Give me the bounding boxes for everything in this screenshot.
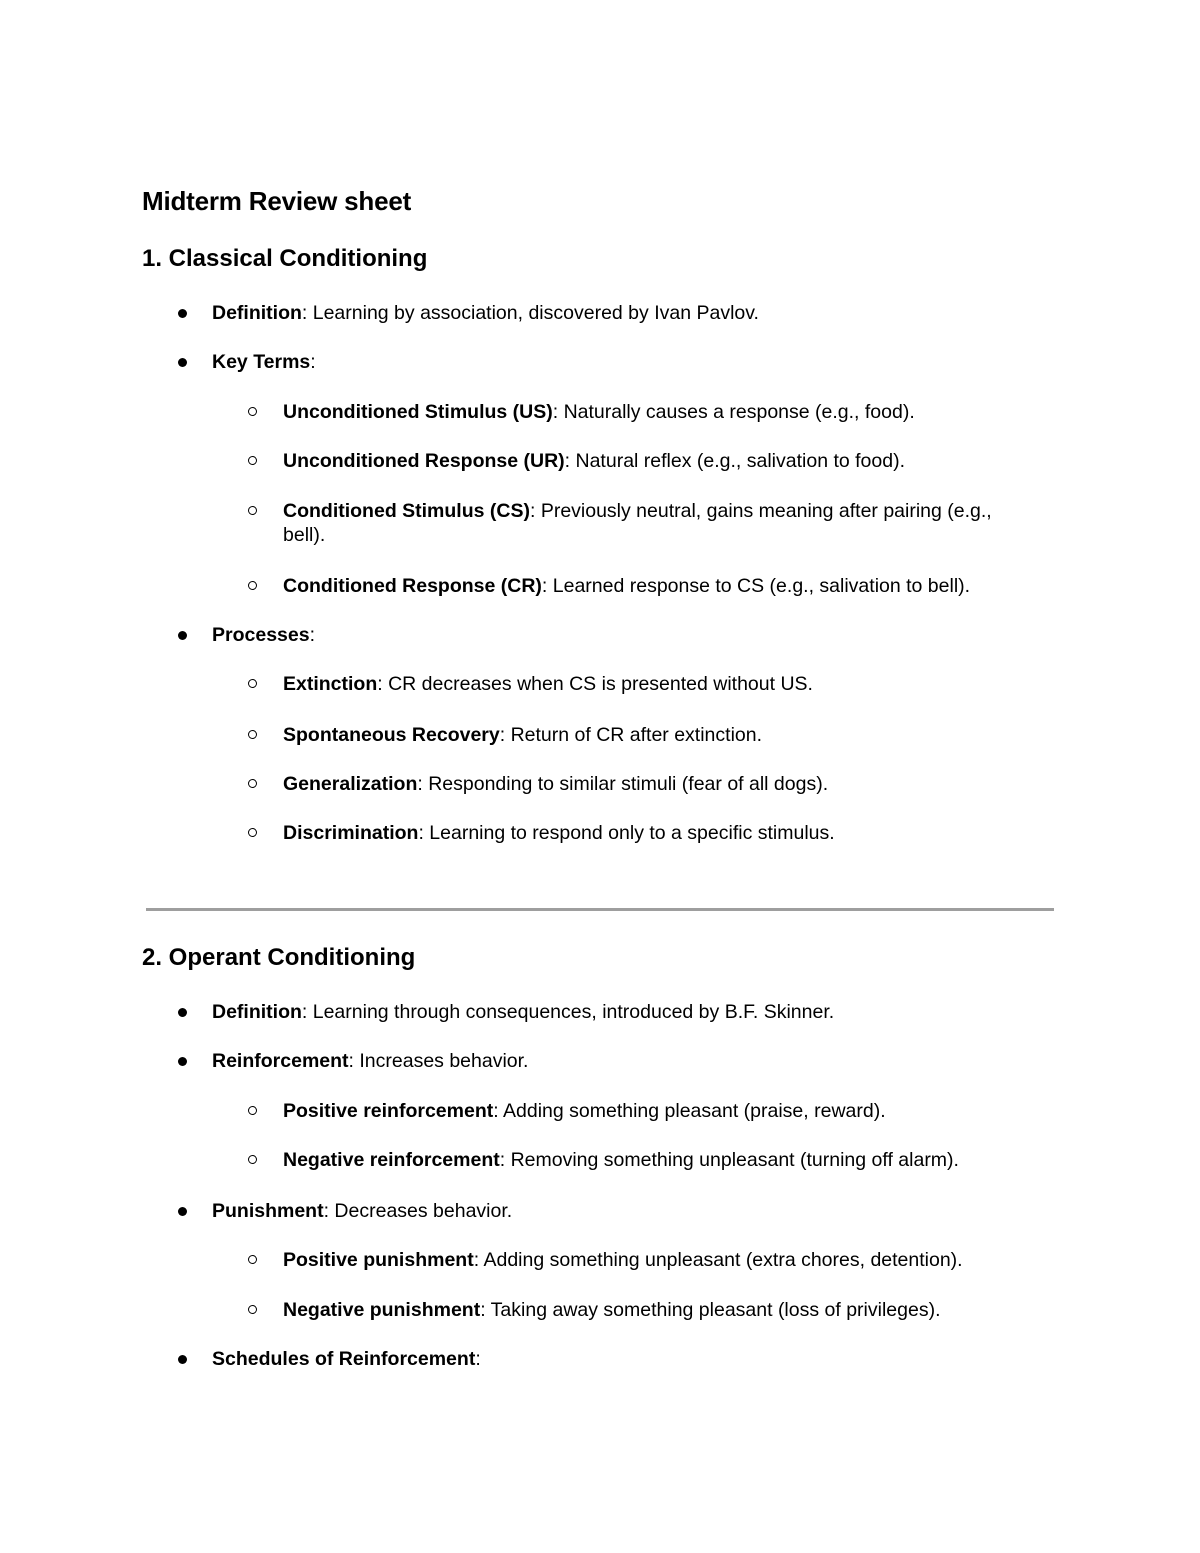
- term-text: : CR decreases when CS is presented without US.: [377, 673, 813, 695]
- term-text: : Responding to similar stimuli (fear of all dogs).: [417, 773, 829, 795]
- bullet-icon: [178, 1008, 187, 1017]
- term-text: : Taking away something pleasant (loss of privileges).: [480, 1299, 941, 1321]
- circle-bullet-icon: [248, 1106, 257, 1115]
- term-text: : Natural reflex (e.g., salivation to food).: [564, 450, 905, 472]
- sub-list-item: [283, 574, 970, 598]
- section-heading-operant-conditioning: 2. Operant Conditioning: [142, 944, 416, 971]
- horizontal-divider: [146, 908, 1054, 911]
- term-label: Processes: [212, 624, 310, 646]
- circle-bullet-icon: [248, 1155, 257, 1164]
- term-text: : Learning through consequences, introduced by B.F. Skinner.: [301, 1001, 835, 1023]
- term-text: : Naturally causes a response (e.g., food).: [552, 401, 915, 423]
- sub-list-item: [283, 499, 1023, 547]
- term-label: Unconditioned Stimulus (US): [283, 401, 553, 423]
- term-text: : Learned response to CS (e.g., salivation to bell).: [541, 575, 971, 597]
- term-label: Positive punishment: [283, 1249, 474, 1271]
- circle-bullet-icon: [248, 779, 257, 788]
- term-label: Key Terms: [212, 351, 311, 373]
- document-title: Midterm Review sheet: [142, 186, 412, 216]
- bullet-icon: [178, 358, 187, 367]
- bullet-icon: [178, 1355, 187, 1364]
- term-label: Extinction: [283, 673, 378, 695]
- list-item: [212, 1000, 834, 1024]
- term-label: Unconditioned Response (UR): [283, 450, 565, 472]
- list-item: [212, 350, 316, 374]
- circle-bullet-icon: [248, 730, 257, 739]
- term-label: Reinforcement: [212, 1050, 349, 1072]
- bullet-icon: [178, 1057, 187, 1066]
- sub-list-item: [283, 449, 905, 473]
- circle-bullet-icon: [248, 1305, 257, 1314]
- sub-list-item: [283, 723, 762, 747]
- term-label: Conditioned Response (CR): [283, 575, 542, 597]
- term-text: : Increases behavior.: [348, 1050, 529, 1072]
- term-label: Definition: [212, 302, 302, 324]
- bullet-icon: [178, 1207, 187, 1216]
- term-text: :: [475, 1348, 481, 1370]
- sub-list-item: [283, 1248, 963, 1272]
- term-label: Discrimination: [283, 822, 419, 844]
- term-text: : Return of CR after extinction.: [499, 724, 763, 746]
- term-text: : Adding something unpleasant (extra chores, detention).: [473, 1249, 963, 1271]
- term-text: : Learning to respond only to a specific stimulus.: [418, 822, 835, 844]
- term-label: Positive reinforcement: [283, 1100, 494, 1122]
- sub-list-item: [283, 1148, 959, 1172]
- list-item: [212, 1199, 512, 1223]
- list-item: [212, 1049, 528, 1073]
- term-text: :: [310, 351, 316, 373]
- sub-list-item: [283, 400, 915, 424]
- term-label: Conditioned Stimulus (CS): [283, 500, 530, 522]
- sub-list-item: [283, 821, 835, 845]
- circle-bullet-icon: [248, 506, 257, 515]
- term-label: Schedules of Reinforcement: [212, 1348, 476, 1370]
- term-label: Negative reinforcement: [283, 1149, 500, 1171]
- circle-bullet-icon: [248, 407, 257, 416]
- circle-bullet-icon: [248, 679, 257, 688]
- list-item: [212, 1347, 481, 1371]
- section-heading-classical-conditioning: 1. Classical Conditioning: [142, 245, 428, 272]
- term-label: Negative punishment: [283, 1299, 481, 1321]
- sub-list-item: [283, 1099, 886, 1123]
- circle-bullet-icon: [248, 1255, 257, 1264]
- term-text: : Removing something unpleasant (turning off alarm).: [499, 1149, 959, 1171]
- sub-list-item: [283, 772, 828, 796]
- bullet-icon: [178, 309, 187, 318]
- term-text: : Previously neutral, gains meaning after pairing (e.g., bell).: [283, 500, 992, 546]
- bullet-icon: [178, 631, 187, 640]
- sub-list-item: [283, 1298, 941, 1322]
- term-label: Generalization: [283, 773, 418, 795]
- circle-bullet-icon: [248, 456, 257, 465]
- sub-list-item: [283, 672, 813, 696]
- circle-bullet-icon: [248, 581, 257, 590]
- term-text: : Decreases behavior.: [323, 1200, 513, 1222]
- term-text: :: [309, 624, 315, 646]
- term-text: : Learning by association, discovered by Ivan Pavlov.: [301, 302, 759, 324]
- list-item: [212, 301, 759, 325]
- term-label: Definition: [212, 1001, 302, 1023]
- term-text: : Adding something pleasant (praise, reward).: [493, 1100, 886, 1122]
- term-label: Spontaneous Recovery: [283, 724, 500, 746]
- list-item: [212, 623, 315, 647]
- term-label: Punishment: [212, 1200, 324, 1222]
- circle-bullet-icon: [248, 828, 257, 837]
